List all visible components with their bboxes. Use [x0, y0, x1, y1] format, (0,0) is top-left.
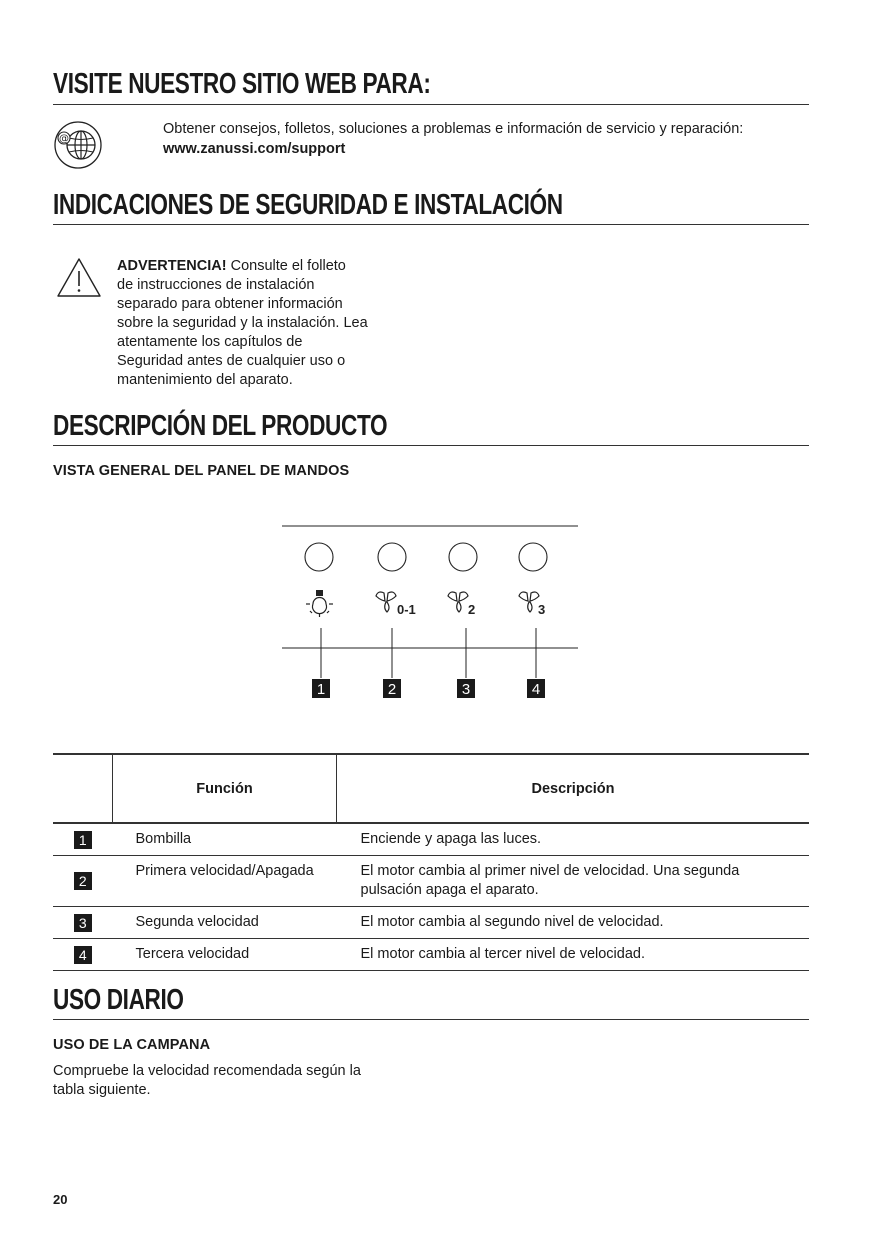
row-description: El motor cambia al tercer nivel de velocidad.: [337, 939, 810, 971]
product-rule: [53, 445, 809, 446]
warning-triangle-icon: [56, 257, 102, 299]
warning-line: separado para obtener información: [117, 296, 343, 312]
row-function: Tercera velocidad: [113, 939, 337, 971]
row-badge: 2: [74, 872, 92, 890]
control-panel-subheading: VISTA GENERAL DEL PANEL DE MANDOS: [53, 463, 350, 479]
speed-mark-2: 2: [468, 602, 476, 617]
hood-use-line: tabla siguiente.: [53, 1082, 151, 1098]
hood-use-text: [53, 1062, 433, 1100]
daily-heading: USO DIARIO: [53, 984, 184, 1016]
function-table: [53, 753, 809, 971]
website-rule: [53, 104, 809, 105]
website-url-link[interactable]: www.zanussi.com/support: [163, 141, 346, 157]
safety-rule: [53, 224, 809, 225]
warning-line: Consulte el folleto: [226, 258, 346, 274]
fan-icon-speed-3: [519, 592, 539, 612]
row-badge: 4: [74, 946, 92, 964]
globe-at-icon: [53, 120, 103, 170]
row-badge: 3: [74, 914, 92, 932]
table-header-num: [53, 754, 113, 823]
website-text: Obtener consejos, folletos, soluciones a problemas e información de servicio y reparación:: [163, 121, 744, 137]
warning-line: sobre la seguridad y la instalación. Lea: [117, 315, 368, 331]
safety-warning-text: [117, 257, 407, 390]
row-description: Enciende y apaga las luces.: [337, 823, 810, 856]
row-description: El motor cambia al primer nivel de velocidad. Una segunda pulsación apaga el aparato.: [337, 856, 810, 907]
light-bulb-icon: [306, 590, 333, 617]
panel-label-2: 2: [387, 681, 397, 698]
table-row: [53, 856, 809, 907]
warning-label: ADVERTENCIA!: [117, 258, 227, 274]
warning-line: de instrucciones de instalación: [117, 277, 315, 293]
speed-mark-3: 3: [538, 602, 546, 617]
panel-label-1: 1: [316, 681, 326, 698]
panel-label-4: 4: [531, 681, 541, 698]
speed-2-button: [449, 543, 477, 571]
page-number: 20: [53, 1192, 68, 1207]
table-row: [53, 907, 809, 939]
light-button: [305, 543, 333, 571]
row-description: El motor cambia al segundo nivel de velocidad.: [337, 907, 810, 939]
warning-line: atentamente los capítulos de: [117, 334, 303, 350]
table-row: [53, 939, 809, 971]
row-function: Primera velocidad/Apagada: [113, 856, 337, 907]
hood-use-subheading: USO DE LA CAMPANA: [53, 1037, 211, 1053]
table-row: [53, 823, 809, 856]
speed-1-button: [378, 543, 406, 571]
speed-3-button: [519, 543, 547, 571]
table-header-description: Descripción: [337, 754, 810, 823]
fan-icon-speed-1: [376, 592, 396, 612]
row-function: Segunda velocidad: [113, 907, 337, 939]
speed-mark-0-1: 0-1: [397, 602, 416, 617]
warning-line: mantenimiento del aparato.: [117, 372, 293, 388]
warning-line: Seguridad antes de cualquier uso o: [117, 353, 346, 369]
product-heading: DESCRIPCIÓN DEL PRODUCTO: [53, 410, 388, 442]
fan-icon-speed-2: [448, 592, 468, 612]
safety-heading: INDICACIONES DE SEGURIDAD E INSTALACIÓN: [53, 189, 563, 221]
panel-label-3: 3: [461, 681, 471, 698]
hood-use-line: Compruebe la velocidad recomendada según la: [53, 1063, 361, 1079]
svg-text:@: @: [59, 133, 69, 145]
row-function: Bombilla: [113, 823, 337, 856]
control-panel-diagram: [281, 520, 579, 705]
row-badge: 1: [74, 831, 92, 849]
website-heading: VISITE NUESTRO SITIO WEB PARA:: [53, 68, 431, 100]
table-header-function: Función: [113, 754, 337, 823]
daily-rule: [53, 1019, 809, 1020]
